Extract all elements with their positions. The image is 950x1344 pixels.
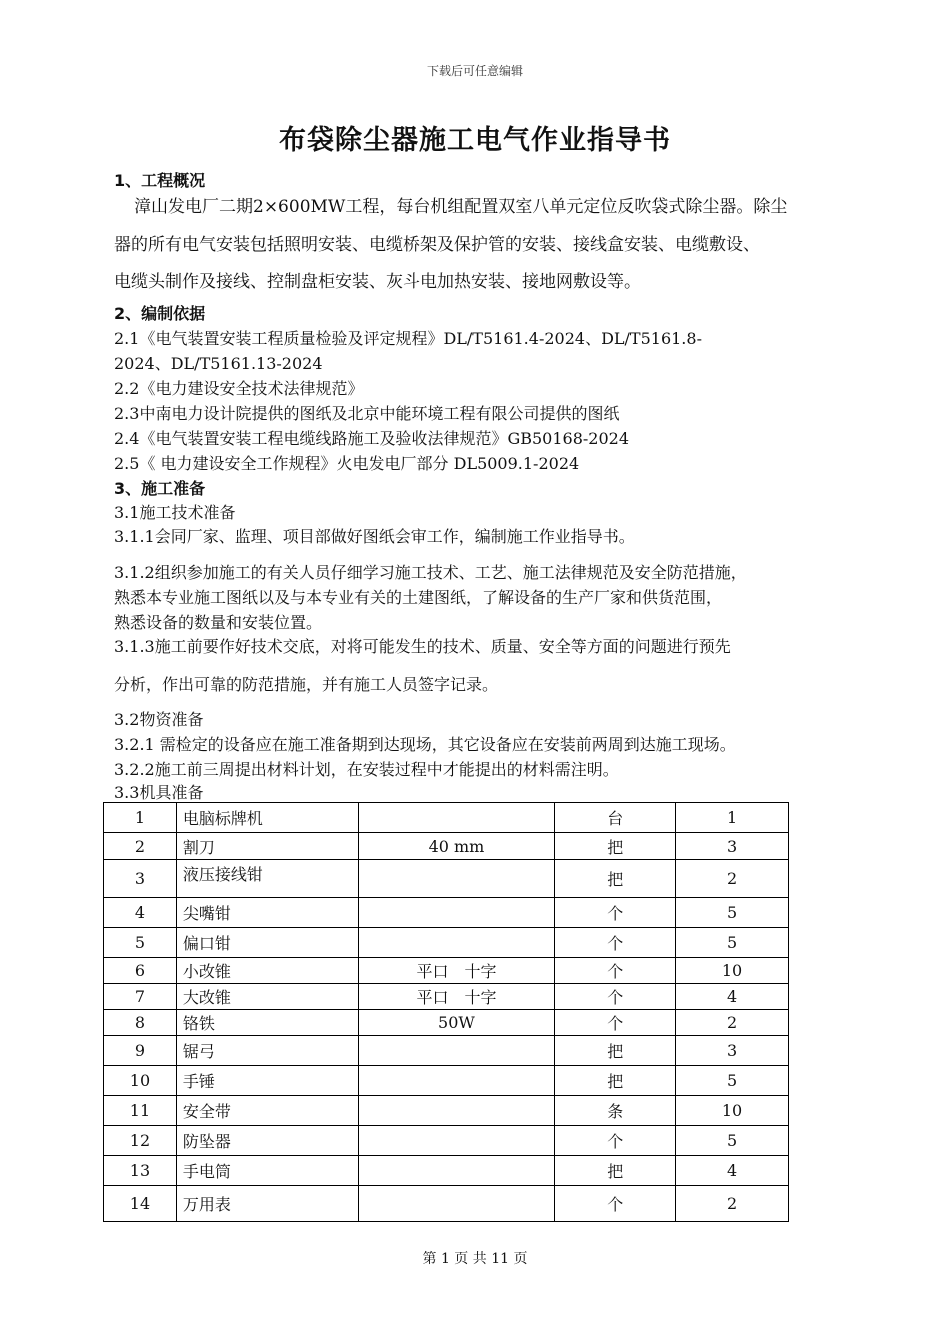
cell-unit: 个 [555,1186,676,1222]
section-1-heading: 1、工程概况 [114,171,206,190]
cell-name: 锯弓 [176,1036,358,1066]
cell-qty: 10 [676,958,789,984]
table-row [104,803,789,833]
tools-table [103,802,789,1222]
cell-qty: 3 [676,833,789,860]
cell-spec [358,1066,555,1096]
cell-qty: 5 [676,1066,789,1096]
section-3-line: 3.1.2组织参加施工的有关人员仔细学习施工技术、工艺、施工法律规范及安全防范措施， [114,563,747,582]
cell-spec [358,1036,555,1066]
cell-name: 安全带 [176,1096,358,1126]
cell-spec [358,803,555,833]
cell-spec [358,1096,555,1126]
section-3-line: 3.2.2施工前三周提出材料计划，在安装过程中才能提出的材料需注明。 [114,760,619,779]
cell-unit: 把 [555,1066,676,1096]
section-2-line: 2.4《电气装置安装工程电缆线路施工及验收法律规范》GB50168-2024 [114,429,630,448]
cell-index: 1 [104,803,177,833]
cell-qty: 10 [676,1096,789,1126]
cell-index: 10 [104,1066,177,1096]
cell-index: 2 [104,833,177,860]
cell-qty: 4 [676,1156,789,1186]
cell-unit: 个 [555,898,676,928]
cell-name: 铬铁 [176,1010,358,1036]
cell-index: 13 [104,1156,177,1186]
table-row [104,1066,789,1096]
section-2-heading: 2、编制依据 [114,304,206,323]
section-1-line: 电缆头制作及接线、控制盘柜安装、灰斗电加热安装、接地网敷设等。 [114,272,641,292]
table-row [104,984,789,1010]
table-row [104,898,789,928]
cell-name: 手锤 [176,1066,358,1096]
cell-spec: 50W [358,1010,555,1036]
section-3-line: 分析，作出可靠的防范措施，并有施工人员签字记录。 [114,675,499,694]
cell-name: 偏口钳 [176,928,358,958]
section-3-line: 3.1.1会同厂家、监理、项目部做好图纸会审工作，编制施工作业指导书。 [114,527,635,546]
cell-qty: 2 [676,1186,789,1222]
cell-unit: 个 [555,1010,676,1036]
cell-name: 大改锥 [176,984,358,1010]
document-title: 布袋除尘器施工电气作业指导书 [279,125,671,156]
section-3-line: 3.1.3施工前要作好技术交底，对将可能发生的技术、质量、安全等方面的问题进行预先 [114,637,731,656]
cell-qty: 1 [676,803,789,833]
section-3-line: 3.2.1 需检定的设备应在施工准备期到达现场，其它设备应在安装前两周到达施工现场。 [114,735,736,754]
cell-qty: 2 [676,860,789,898]
cell-spec: 平口 十字 [358,958,555,984]
cell-name: 电脑标牌机 [176,803,358,833]
table-row [104,928,789,958]
page-footer: 第 1 页 共 11 页 [422,1251,528,1267]
section-1-line: 漳山发电厂二期2×600MW工程，每台机组配置双室八单元定位反吹袋式除尘器。除尘 [134,197,788,217]
cell-qty: 5 [676,1126,789,1156]
cell-unit: 台 [555,803,676,833]
cell-name: 万用表 [176,1186,358,1222]
table-row [104,1036,789,1066]
cell-spec: 40 mm [358,833,555,860]
cell-index: 11 [104,1096,177,1126]
cell-name: 液压接线钳 [176,860,358,898]
cell-spec [358,1186,555,1222]
cell-index: 14 [104,1186,177,1222]
section-3-line: 熟悉设备的数量和安装位置。 [114,613,323,632]
cell-unit: 个 [555,958,676,984]
table-row [104,958,789,984]
section-2-line: 2024、DL/T5161.13-2024 [114,354,323,373]
table-row [104,860,789,898]
section-1-line: 器的所有电气安装包括照明安装、电缆桥架及保护管的安装、接线盒安装、电缆敷设、 [114,235,760,255]
cell-index: 9 [104,1036,177,1066]
section-2-line: 2.1《电气装置安装工程质量检验及评定规程》DL/T5161.4-2024、DL/T5161.8- [114,329,702,348]
table-row [104,1186,789,1222]
cell-index: 12 [104,1126,177,1156]
cell-name: 防坠器 [176,1126,358,1156]
cell-name: 尖嘴钳 [176,898,358,928]
section-2-line: 2.2《电力建设安全技术法律规范》 [114,379,364,398]
cell-index: 6 [104,958,177,984]
cell-qty: 5 [676,898,789,928]
table-row [104,1126,789,1156]
cell-qty: 4 [676,984,789,1010]
cell-index: 3 [104,860,177,898]
cell-unit: 把 [555,1156,676,1186]
cell-spec [358,1156,555,1186]
cell-unit: 条 [555,1096,676,1126]
cell-unit: 个 [555,1126,676,1156]
cell-index: 7 [104,984,177,1010]
cell-unit: 个 [555,928,676,958]
cell-unit: 把 [555,1036,676,1066]
section-2-line: 2.5《 电力建设安全工作规程》火电发电厂部分 DL5009.1-2024 [114,454,580,473]
table-row [104,1156,789,1186]
section-2-line: 2.3中南电力设计院提供的图纸及北京中能环境工程有限公司提供的图纸 [114,404,620,423]
cell-spec [358,1126,555,1156]
table-row [104,833,789,860]
section-3-line: 3.1施工技术准备 [114,503,236,522]
table-row [104,1010,789,1036]
cell-qty: 3 [676,1036,789,1066]
cell-index: 8 [104,1010,177,1036]
section-3-line: 熟悉本专业施工图纸以及与本专业有关的土建图纸，了解设备的生产厂家和供货范围， [114,588,723,607]
cell-spec: 平口 十字 [358,984,555,1010]
cell-qty: 5 [676,928,789,958]
cell-name: 手电筒 [176,1156,358,1186]
section-3-line: 3.2物资准备 [114,710,204,729]
cell-unit: 个 [555,984,676,1010]
cell-spec [358,860,555,898]
cell-index: 5 [104,928,177,958]
cell-unit: 把 [555,860,676,898]
cell-spec [358,898,555,928]
section-3-heading: 3、施工准备 [114,479,206,498]
cell-name: 割刀 [176,833,358,860]
header-note: 下载后可任意编辑 [426,64,523,78]
table-row [104,1096,789,1126]
cell-qty: 2 [676,1010,789,1036]
section-3-line: 3.3机具准备 [114,783,204,802]
cell-index: 4 [104,898,177,928]
cell-unit: 把 [555,833,676,860]
cell-spec [358,928,555,958]
cell-name: 小改锥 [176,958,358,984]
